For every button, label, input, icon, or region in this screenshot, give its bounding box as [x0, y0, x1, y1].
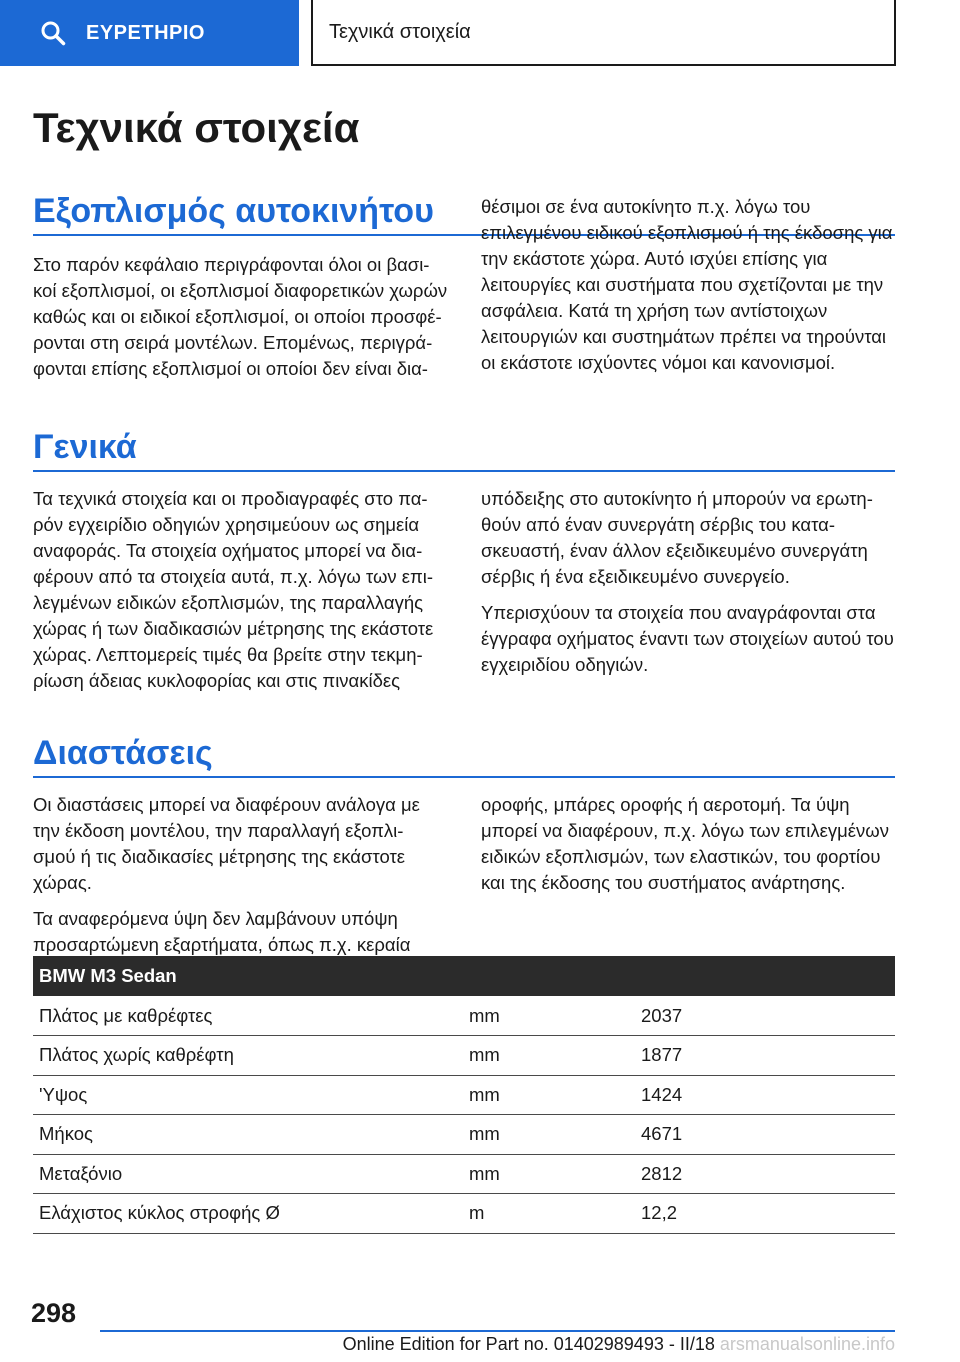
section-heading-dimensions: Διαστάσεις — [33, 734, 213, 772]
table-cell-unit: mm — [469, 1154, 641, 1194]
table-row — [33, 1154, 895, 1194]
paragraph: οροφής, μπάρες οροφής ή αεροτομή. Τα ύψη μπορεί να διαφέρουν, π.χ. λόγω των επιλεγμένων ειδικών εξοπλισμών, των ελαστικών, του φορτίου και της έκδοσης του συστήματος ανάρτησης. — [481, 794, 889, 893]
paragraph: Υπερισχύουν τα στοιχεία που αναγράφονται στα έγγραφα οχήματος έναντι των στοιχείων αυτού του εγχειριδίου οδηγιών. — [481, 602, 894, 675]
general-text-left — [33, 486, 451, 694]
table-cell-label: Μεταξόνιο — [33, 1154, 469, 1194]
table-cell-value: 4671 — [641, 1115, 895, 1155]
table-cell-unit: m — [469, 1194, 641, 1234]
edition-text: Online Edition for Part no. 01402989493 - II/18 — [342, 1334, 715, 1354]
table-cell-unit: mm — [469, 1075, 641, 1115]
dimensions-text-left — [33, 792, 451, 958]
table-cell-label: 'Υψος — [33, 1075, 469, 1115]
paragraph: Στο παρόν κεφάλαιο περιγράφονται όλοι οι βασι- κοί εξοπλισμοί, οι εξοπλισμοί διαφορετικών χωρών καθώς και οι ειδικοί εξοπλισμοί, οι οποίοι προσφέ- ρονται στη σειρά μοντέλων. Επομένως, περιγρά- φονται επίσης εξοπλισμοί οι οποίοι δεν είναι δια- — [33, 254, 448, 379]
paragraph: υπόδειξης στο αυτοκίνητο ή μπορούν να ερωτη- θούν από έναν συνεργάτη σέρβις του κατα- σκευαστή, έναν άλλον εξειδικευμένο συνεργάτη σέρβις ή ένα εξειδικευμένο συνεργείο. — [481, 488, 873, 587]
paragraph: θέσιμοι σε ένα αυτοκίνητο π.χ. λόγω του επιλεγμένου ειδικού εξοπλισμού ή της έκδοσης για την εκάστοτε χώρα. Αυτό ισχύει επίσης για λειτουργίες και συστήματα που σχετίζονται με την ασφάλεια. Κατά τη χρήση των αντίστοιχων λειτουργιών και συστημάτων πρέπει να τηρούνται οι εκάστοτε ισχύοντες νόμοι και κανονισμοί. — [481, 196, 893, 373]
equipment-text-left — [33, 252, 451, 382]
table-cell-value: 2037 — [641, 996, 895, 1036]
page-title: Τεχνικά στοιχεία — [33, 104, 360, 151]
table-cell-unit: mm — [469, 1036, 641, 1076]
table-header-row — [33, 956, 895, 996]
table-row — [33, 1036, 895, 1076]
dimensions-table — [33, 956, 895, 1234]
table-cell-unit: mm — [469, 996, 641, 1036]
footer-edition — [343, 1334, 895, 1355]
index-button-label: ΕΥΡΕΤΗΡΙΟ — [86, 21, 205, 44]
footer-rule — [100, 1330, 895, 1332]
section-heading-general: Γενικά — [33, 428, 137, 466]
paragraph: Οι διαστάσεις μπορεί να διαφέρουν ανάλογα με την έκδοση μοντέλου, την παραλλαγή εξοπλι- σμού ή τις διαδικασίες μέτρησης της εκάστοτε χώρας. — [33, 794, 420, 893]
table-cell-value: 1424 — [641, 1075, 895, 1115]
table-cell-value: 2812 — [641, 1154, 895, 1194]
table-cell-label: Ελάχιστος κύκλος στροφής Ø — [33, 1194, 469, 1234]
paragraph: Τα τεχνικά στοιχεία και οι προδιαγραφές στο πα- ρόν εγχειρίδιο οδηγιών χρησιμεύουν ως σημεία αναφοράς. Τα στοιχεία οχήματος μπορεί να δια- φέρουν από τα στοιχεία αυτά, π.χ. λόγω των επι- λεγμένων ειδικών εξοπλισμών, της παραλλαγής χώρας ή των διαδικασιών μέτρησης της εκάστοτε χώρας. Λεπτομερείς τιμές θα βρείτε στην τεκμη- ρίωση άδειας κυκλοφορίας και στις πινακίδες — [33, 488, 434, 691]
general-text-right — [481, 486, 899, 678]
table-cell-label: Μήκος — [33, 1115, 469, 1155]
search-icon — [40, 20, 66, 46]
table-cell-label: Πλάτος χωρίς καθρέφτη — [33, 1036, 469, 1076]
table-cell-unit: mm — [469, 1115, 641, 1155]
dimensions-text-right — [481, 792, 899, 896]
page-number: 298 — [31, 1298, 77, 1328]
table-cell-label: Πλάτος με καθρέφτες — [33, 996, 469, 1036]
watermark-site: arsmanualsonline.info — [719, 1334, 895, 1354]
table-row — [33, 996, 895, 1036]
paragraph: Τα αναφερόμενα ύψη δεν λαμβάνουν υπόψη προσαρτώμενη εξαρτήματα, όπως π.χ. κεραία — [33, 908, 411, 955]
breadcrumb[interactable]: Τεχνικά στοιχεία — [311, 0, 896, 66]
table-row — [33, 1115, 895, 1155]
table-cell-value: 1877 — [641, 1036, 895, 1076]
table-row — [33, 1194, 895, 1234]
section-heading-equipment: Εξοπλισμός αυτοκινήτου — [33, 192, 434, 230]
table-row — [33, 1075, 895, 1115]
table-cell-value: 12,2 — [641, 1194, 895, 1234]
equipment-text-right — [481, 194, 899, 376]
table-title: BMW M3 Sedan — [33, 956, 895, 996]
index-button[interactable] — [0, 0, 299, 66]
section-rule — [33, 470, 895, 472]
top-bar — [0, 0, 960, 66]
section-rule — [33, 776, 895, 778]
